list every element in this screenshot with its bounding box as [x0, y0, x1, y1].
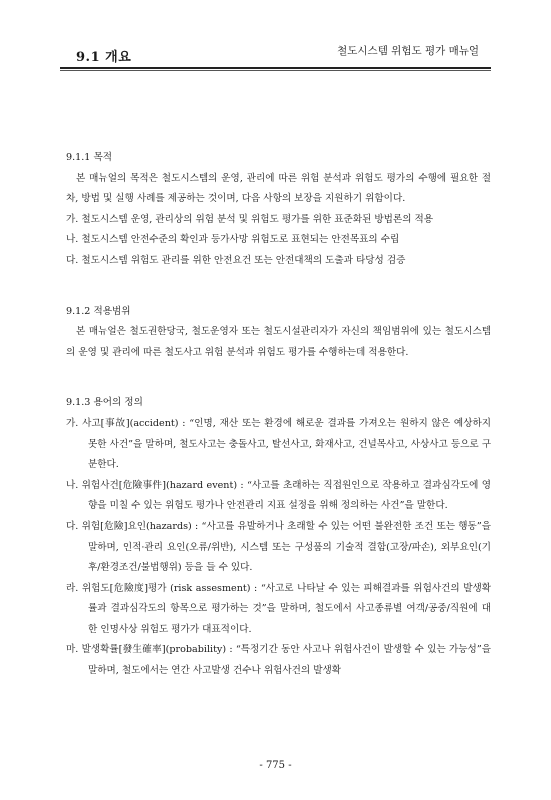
- list-item: 다. 위험[危險]요인(hazards) : “사고를 유발하거나 초래할 수 있는 어떤 불완전한 조건 또는 행동”을 말하며, 인적·관리 요인(오류/위반), 시스템 또는 구성품의 기술적 결함(고장/파손), 외부요인(기후/환경조건/불법행위) 등을 들 수 있다.: [66, 520, 491, 574]
- section-title: 9.1.2 적용범위: [66, 305, 131, 317]
- section-title: 9.1.1 목적: [66, 152, 112, 163]
- section-title: 9.1.3 용어의 정의: [66, 397, 143, 409]
- section-purpose: [66, 148, 491, 272]
- header-rule: [60, 67, 491, 69]
- list-item: 가. 사고[事故](accident) : “인명, 재산 또는 환경에 해로운 결과를 가져오는 원하지 않은 예상하지 못한 사건”을 말하며, 철도사고는 충돌사고, 탈선사고, 화재사고, 건널목사고, 사상사고 등으로 구분한다.: [66, 417, 491, 471]
- section-scope: [66, 302, 491, 364]
- section-definitions: [66, 393, 491, 681]
- section-paragraph: 본 매뉴얼은 철도권한당국, 철도운영자 또는 철도시설관리자가 자신의 책임범위에 있는 철도시스템의 운영 및 관리에 따른 철도사고 위험 분석과 위험도 평가를 수행하는데 적용한다.: [66, 326, 491, 358]
- header-manual-title: 철도시스템 위험도 평가 매뉴얼: [337, 45, 479, 57]
- header-rule-thin: [60, 70, 491, 71]
- body-content: [66, 148, 491, 682]
- list-item: 다. 철도시스템 위험도 관리를 위한 안전요건 또는 안전대책의 도출과 타당성 검증: [66, 254, 406, 266]
- header-section-title: 9.1 개요: [76, 50, 132, 65]
- list-item: 마. 발생확률[發生確率](probability) : “특정기간 동안 사고나 위험사건이 발생할 수 있는 가능성”을 말하며, 철도에서는 연간 사고발생 건수나 위험사건의 발생확: [66, 644, 491, 677]
- list-item: 라. 위험도[危險度]평가 (risk assesment) : “사고로 나타날 수 있는 피해결과를 위험사건의 발생확률과 결과심각도의 항목으로 평가하는 것”을 말하며, 철도에서 사고종류별 여객/공중/직원에 대한 인명사상 위험도 평가가 대표적이다.: [66, 582, 491, 635]
- list-item: 가. 철도시스템 운영, 관리상의 위험 분석 및 위험도 평가를 위한 표준화된 방법론의 적용: [66, 213, 434, 225]
- section-paragraph: 본 매뉴얼의 목적은 철도시스템의 운영, 관리에 따른 위험 분석과 위험도 평가의 수행에 필요한 절차, 방법 및 실행 사례를 제공하는 것이며, 다음 사항의 보장을 지원하기 위함이다.: [66, 172, 491, 205]
- list-item: 나. 철도시스템 안전수준의 확인과 등가사망 위험도로 표현되는 안전목표의 수립: [66, 234, 400, 246]
- list-item: 나. 위험사건[危險事件](hazard event) : “사고를 초래하는 직접원인으로 작용하고 결과심각도에 영향을 미칠 수 있는 위험도 평가나 안전관리 지표 설정을 위해 정의하는 사건”을 말한다.: [66, 479, 491, 512]
- page-number: - 775 -: [259, 760, 292, 771]
